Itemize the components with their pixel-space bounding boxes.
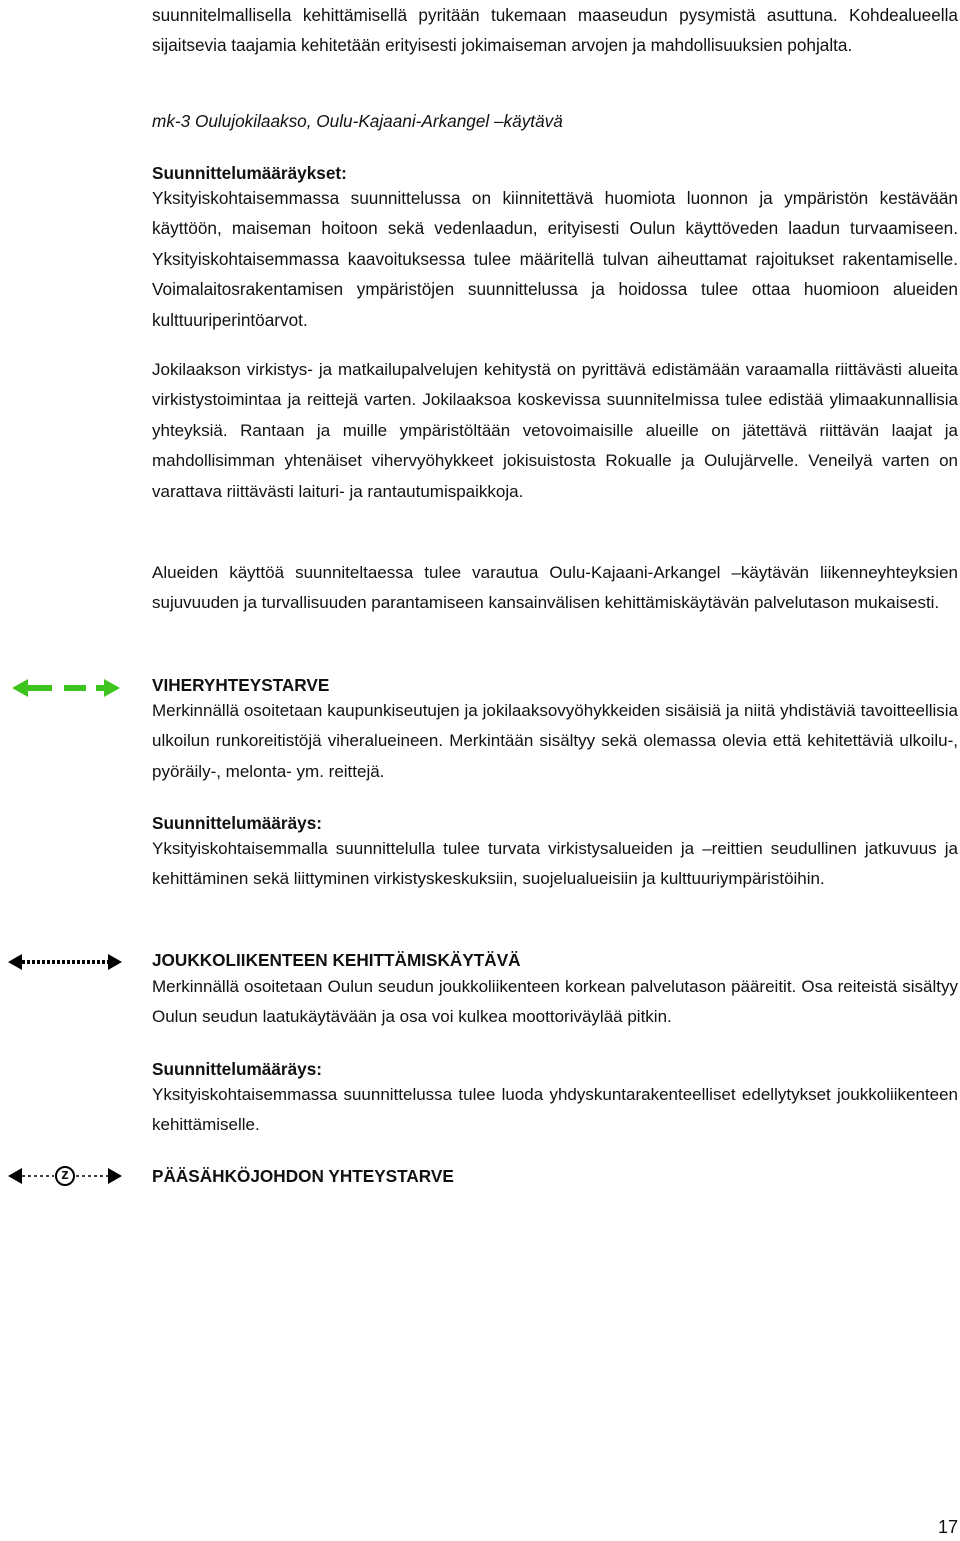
joukko-rule: Yksityiskohtaisemmassa suunnittelussa tulee luoda yhdyskuntarakenteelliset edellytykset joukkoliikenteen kehittämiselle. — [152, 1085, 958, 1135]
power-line-z-label: z — [61, 1166, 69, 1183]
viher-title: VIHERYHTEYSTARVE — [152, 675, 330, 695]
joukko-title: JOUKKOLIIKENTEEN KEHITTÄMISKÄYTÄVÄ — [152, 950, 521, 970]
paasahko-title: PÄÄSÄHKÖJOHDON YHTEYSTARVE — [152, 1166, 454, 1186]
joukko-heading: Suunnittelumääräys: — [152, 1059, 323, 1079]
mk3-paragraph-2: Jokilaakson virkistys- ja matkailupalvelujen kehitystä on pyrittävä edistämään varaamalla riittävästi alueita virkistystoimintaa ja reittejä varten. Jokilaaksoa koskevissa suunnitelmissa tulee edistää ylimaakunnallisia yhteyksiä. Rantaan ja muille ympäristöltään vetovoimaisille alueille on jätettävä riittävän laajat ja mahdollisimman yhtenäiset vihervyöhykkeet jokisuistosta Rokualle ja Oulujärvelle. Veneilyä varten on varattava riittävästi laituri- ja rantautumispaikkoja. — [152, 360, 958, 501]
joukko-text: Merkinnällä osoitetaan Oulun seudun joukkoliikenteen korkean palvelutason pääreitit. Osa reiteistä sisältyy Oulun seudun laatukäytävään ja osa voi kulkea moottoriväylää pitkin. — [152, 977, 958, 1027]
page-number: 17 — [937, 1517, 958, 1537]
intro-paragraph: suunnitelmallisella kehittämisellä pyritään tukemaan maaseudun pysymistä asuttuna. Kohdealueella sijaitsevia taajamia kehitetään erityisesti jokimaiseman arvojen ja mahdollisuuksien pohjalta. — [152, 5, 958, 56]
viher-text: Merkinnällä osoitetaan kaupunkiseutujen ja jokilaaksovyöhykkeiden sisäisiä ja niitä yhdistäviä tavoitteellisia ulkoilun runkoreitistöjä viheralueineen. Merkintään sisältyy sekä olemassa olevia että kehitettäviä ulkoilu-, pyöräily-, melonta- ym. reittejä. — [152, 701, 958, 781]
mk3-paragraph-1: Yksityiskohtaisemmassa suunnittelussa on kiinnitettävä huomiota luonnon ja ympäristön kestävään käyttöön, maiseman hoitoon sekä vedenlaadun, erityisesti Oulun käyttöveden laadun turvaamiseen. Yksityiskohtaisemmassa kaavoituksessa tulee määritellä tulvan aiheuttamat rajoitukset rakentamiselle. Voimalaitosrakentamisen ympäristöjen suunnittelussa ja hoidossa tulee ottaa huomioon alueiden kulttuuriperintöarvot. — [152, 188, 958, 330]
dotted-double-arrow-icon — [8, 950, 122, 974]
mk3-paragraph-3: Alueiden käyttöä suunniteltaessa tulee varautua Oulu-Kajaani-Arkangel –käytävän liikenneyhteyksien sujuvuuden ja turvallisuuden parantamiseen kansainvälisen kehittämiskäytävän palvelutason mukaisesti. — [152, 563, 958, 613]
viher-rule: Yksityiskohtaisemmalla suunnittelulla tulee turvata virkistysalueiden ja –reittien seudullinen jatkuvuus ja kehittäminen sekä liittyminen virkistyskeskuksiin, suojelualueisiin ja kulttuuriympäristöihin. — [152, 839, 958, 889]
mk3-heading: Suunnittelumääräykset: — [152, 163, 347, 183]
viher-heading: Suunnittelumääräys: — [152, 813, 323, 833]
mk3-title: mk-3 Oulujokilaakso, Oulu-Kajaani-Arkangel –käytävä — [152, 111, 563, 131]
green-dashed-double-arrow-icon — [8, 676, 122, 700]
